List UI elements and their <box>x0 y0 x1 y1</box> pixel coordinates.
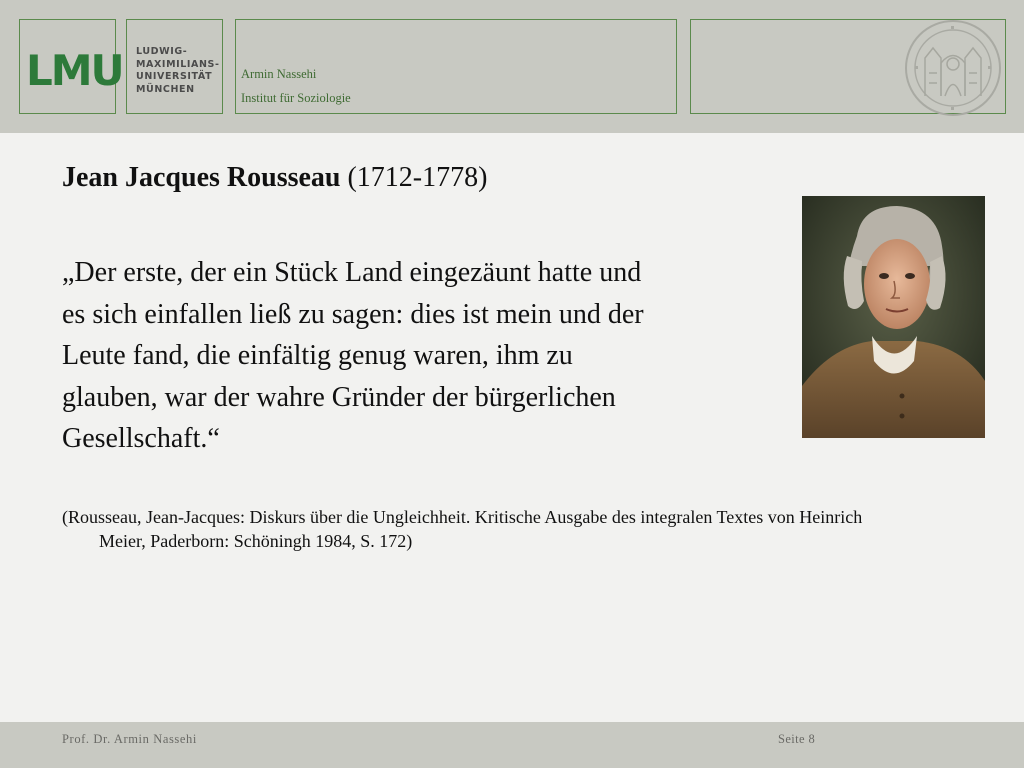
seal-box <box>690 19 1006 114</box>
author-name: Armin Nassehi <box>241 67 317 81</box>
university-name <box>136 46 220 96</box>
title-name: Jean Jacques Rousseau <box>62 162 341 193</box>
quote-line: glauben, war der wahre Gründer der bürgerlichen <box>62 381 616 413</box>
slide-header <box>0 0 1024 133</box>
university-line: LUDWIG- <box>136 46 188 57</box>
lmu-logo-box <box>19 19 123 114</box>
quote-block <box>62 252 792 460</box>
lmu-logo: LMU <box>26 46 123 95</box>
quote-line: Leute fand, die einfältig genug waren, ihm zu <box>62 340 573 371</box>
footer-presenter: Prof. Dr. Armin Nassehi <box>62 732 197 746</box>
university-line: MÜNCHEN <box>136 83 195 95</box>
quote-line: Gesellschaft.“ <box>62 423 220 454</box>
university-line: MAXIMILIANS- <box>136 58 220 70</box>
citation-line: Meier, Paderborn: Schöningh 1984, S. 172) <box>99 531 413 551</box>
slide-footer <box>0 722 1024 768</box>
quote-line: es sich einfallen ließ zu sagen: dies ist mein und der <box>62 298 644 330</box>
quote-line: „Der erste, der ein Stück Land eingezäunt hatte und <box>62 257 642 288</box>
rousseau-portrait-icon <box>802 196 985 438</box>
institute-name: Institut für Soziologie <box>241 91 351 105</box>
university-line: UNIVERSITÄT <box>136 71 213 82</box>
page-number: Seite 8 <box>778 732 816 746</box>
author-box <box>235 19 677 114</box>
university-name-box <box>126 19 223 114</box>
citation <box>62 505 962 553</box>
slide-title <box>62 162 487 194</box>
university-seal-icon <box>903 18 1003 118</box>
title-years: (1712-1778) <box>340 162 488 193</box>
citation-line: (Rousseau, Jean-Jacques: Diskurs über die Ungleichheit. Kritische Ausgabe des integralen Textes von Heinrich <box>62 507 863 527</box>
